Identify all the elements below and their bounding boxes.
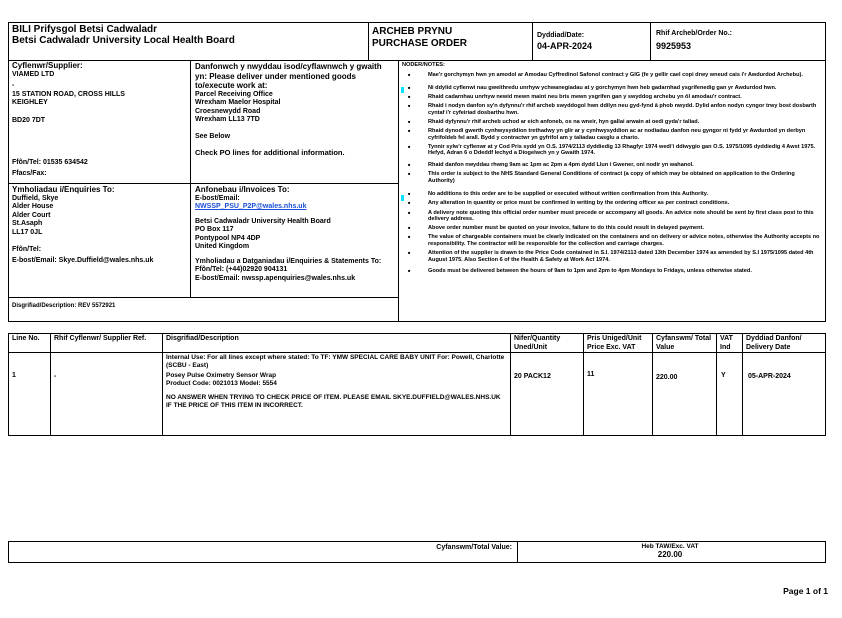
enquiries-line: LL17 0JL: [12, 228, 43, 236]
supplier-name: VIAMED LTD: [12, 70, 55, 78]
col-header-unit-price: Pris Uniged/Unit Price Exc. VAT: [587, 335, 642, 351]
cell-description: [166, 354, 506, 409]
page-number: Page 1 of 1: [783, 586, 828, 596]
note-item: ■ Any alteration in quantity or price must be confirmed in writing by the ordering officer as per contract conditions.: [402, 200, 822, 207]
desc-internal-use: Internal Use: For all lines except where stated: To TF: YMW SPECIAL CARE BABY UNIT For: Powell, Charlotte (SCBU - East): [166, 354, 505, 369]
cell-line: 1: [12, 372, 16, 379]
cell-unit-price: 11: [587, 371, 595, 378]
desc-note: NO ANSWER WHEN TRYING TO CHECK PRICE OF ITEM. PLEASE EMAIL SKYE.DUFFIELD@WALES.NHS.UK IF THE PRICE OF THIS ITEM IN INCORRECT.: [166, 394, 501, 409]
total-value-label: Cyfanswm/Total Value:: [436, 544, 512, 551]
enquiries-email: E-bost/Email: Skye.Duffield@wales.nhs.uk: [12, 256, 154, 264]
exvat-label: Heb TAW/Exc. VAT: [641, 543, 699, 550]
invoices-label: Anfonebau i/Invoices To:: [195, 185, 290, 194]
supplier-postcode: BD20 7DT: [12, 116, 46, 124]
col-header-supplier-ref: Rhif Cyflenwr/ Supplier Ref.: [54, 335, 147, 342]
invoices-block: [195, 186, 395, 283]
invoices-line: Betsi Cadwaladr University Health Board: [195, 217, 331, 225]
note-item: ■ The value of chargeable containers must be clearly indicated on the containers and on delivery or advice notes, otherwise the Authority accepts no responsibility. The contractor will be responsible for the collection and carriage charges.: [402, 234, 822, 247]
invoices-email-link[interactable]: NWSSP_PSU_P2P@wales.nhs.uk: [195, 203, 307, 210]
supplier-town: KEIGHLEY: [12, 99, 48, 106]
col-header-total: Cyfanswm/ Total Value: [656, 335, 712, 351]
supplier-fax: Ffacs/Fax:: [12, 169, 47, 177]
note-item: ■ Ni ddylid cyflenwi nau gweithredu unrhyw ychwanegiadau at y gorchymyn hwn heb gadarnhad ysgrifenedig gan yr Awdurdod hwn.: [402, 85, 822, 92]
col-header-quantity: Nifer/Quantity Uned/Unit: [514, 335, 561, 351]
invoices-line: Pontypool NP4 4DP: [195, 234, 261, 242]
delivery-line: Parcel Receiving Office: [195, 90, 273, 98]
enquiries-label: Ymholiadau i/Enquiries To:: [12, 185, 115, 194]
doc-title-welsh: ARCHEB PRYNU: [372, 26, 453, 37]
note-item: ■ Rhaid dyfynnu'r rhif archeb uchod ar eich anfoneb, os na wneir, hyn gallai arwain at oedi gyda'r taliad.: [402, 119, 822, 126]
notes-label: NODER/NOTES:: [402, 62, 445, 68]
col-header-delivery-date: Dyddiad Danfon/ Delivery Date: [746, 335, 802, 351]
col-header-description: Disgrifiad/Description: [166, 335, 239, 342]
col-header-vat: VAT Ind: [720, 335, 733, 351]
statements-email: E-bost/Email: nwssp.apenquiries@wales.nhs.uk: [195, 274, 356, 282]
note-item: ■ A delivery note quoting this official order number must precede or accompany all goods. An advice note should be sent by first class post to this delivery address.: [402, 210, 822, 223]
doc-title-english: PURCHASE ORDER: [372, 38, 468, 49]
note-item: ■ Mae'r gorchymyn hwn yn amodol ar Amodau Cyffredinol Safonol contract y GIG (fe y gellir cael copi drwy wneud cais i'r Awdurdod Archebu).: [402, 72, 822, 79]
delivery-line: Wrexham LL13 7TD: [195, 116, 260, 123]
supplier-line2: -: [12, 82, 15, 89]
enquiries-line: Duffield, Skye: [12, 194, 59, 202]
delivery-block: [195, 62, 395, 158]
enquiries-line: St.Asaph: [12, 220, 43, 227]
enquiries-block: [12, 186, 187, 265]
note-item: ■ Rhaid cadarnhau unrhyw newid mewn maint neu bris mewn ysgrifen gan y swyddog archebu yn ôl amodau'r contract.: [402, 94, 822, 101]
note-item: ■ No additions to this order are to be supplied or executed without written confirmation from this Authority.: [402, 191, 822, 198]
order-no-value: 9925953: [656, 41, 692, 51]
delivery-label: Danfonwch y nwyddau isod/cyflawnwch y gwaith yn: Please deliver under mentioned goods to/execute work at:: [195, 62, 382, 90]
supplier-address: 15 STATION ROAD, CROSS HILLS: [12, 90, 125, 98]
note-item: ■ Rhaid danfon nwyddau rhwng 9am ac 1pm ac 2pm a 4pm dydd Llun i Gwener, oni nodir yn wahanol.: [402, 162, 822, 169]
statements-label: Ymholiadau a Datganiadau i/Enquiries & Statements To:: [195, 257, 382, 265]
date-label: Dyddiad/Date:: [537, 32, 585, 39]
enquiries-line: Alder Court: [12, 211, 51, 219]
enquiries-tel: Ffôn/Tel:: [12, 246, 42, 253]
note-item: ■ Rhaid dynodi gwerth cynhwysyddion trethadwy yn glir ar y cynhwysyddion ac ar nodiadau danfon neu gyngor ni fydd yr Awdurdod yn derbyn cyfrifoldeb fel arall. Bydd y contractwr yn gyfrifol am y taliadau casglu a chario.: [402, 128, 822, 141]
invoices-line: PO Box 117: [195, 226, 234, 233]
statements-tel: Ffôn/Tel: (+44)02920 904131: [195, 266, 288, 273]
cell-delivery-date: 05-APR-2024: [748, 373, 791, 380]
invoices-email-label: E-bost/Email:: [195, 194, 240, 202]
notes-block: [402, 62, 822, 277]
exvat-value: 220.00: [657, 550, 683, 559]
delivery-line: Croesnewydd Road: [195, 107, 261, 115]
note-item: ■ This order is subject to the NHS Standard General Conditions of contract (a copy of which may be obtained on application to the Ordering Authority): [402, 171, 822, 184]
note-item: ■ Goods must be delivered between the hours of 9am to 1pm and 2pm to 4pm Mondays to Fridays, unless otherwise stated.: [402, 268, 822, 275]
description-field: Disgrifiad/Description: REV 5572921: [12, 303, 116, 309]
cell-vat: Y: [721, 372, 726, 379]
cell-total: 220.00: [656, 374, 678, 381]
date-value: 04-APR-2024: [537, 41, 593, 51]
supplier-block: [12, 62, 187, 178]
delivery-check-note: Check PO lines for additional information.: [195, 148, 345, 157]
invoices-line: United Kingdom: [195, 243, 250, 250]
note-item: ■ Attention of the supplier is drawn to the Price Code contained in S.I. 1974/2113 dated 13th December 1974 as amended by S.I 1975/1095 dated 4th August 1975. Also Section 6 of the Health & Safety at Work Act 1974.: [402, 250, 822, 263]
note-item: ■ Above order number must be quoted on your invoice, failure to do this could result in delayed payment.: [402, 225, 822, 232]
note-item: ■ Rhaid i nodyn danfon sy'n dyfynnu'r rhif archeb swyddogol hwn ddilyn neu gyd-fynd â phob nwydd. Dylid anfon nodyn cyngor trwy bost dosbarth cyntaf i'r cyfeiriad dosbarthu hwn.: [402, 103, 822, 116]
supplier-tel: Ffôn/Tel: 01535 634542: [12, 159, 88, 166]
cell-quantity: 20 PACK12: [514, 373, 551, 380]
col-header-line: Line No.: [12, 335, 40, 342]
org-name-welsh: BILI Prifysgol Betsi Cadwaladr: [12, 24, 158, 35]
notes-list: [402, 72, 822, 275]
order-no-label: Rhif Archeb/Order No.:: [656, 30, 732, 37]
desc-product-code: Product Code: 0021013 Model: 5554: [166, 379, 277, 387]
delivery-line: Wrexham Maelor Hospital: [195, 99, 281, 106]
delivery-see-below: See Below: [195, 132, 231, 140]
supplier-label: Cyflenwr/Supplier:: [12, 61, 83, 70]
org-name-english: Betsi Cadwaladr University Local Health Board: [12, 35, 235, 46]
enquiries-line: Alder House: [12, 203, 54, 210]
desc-product-name: Posey Pulse Oximetry Sensor Wrap: [166, 372, 277, 379]
note-item: ■ Tynnir sylw'r cyflenwr at y Cod Pris sydd yn O.S. 1974/2113 dyddiedig 13 Rhagfyr 1974 wedi'i ddiwygio gan O.S. 1975/1095 dyddiedig 4 Awst 1975. Hefyd, Adran 6 o Ddeddf Iechyd a Diogelwch yn y Gwaith 1974.: [402, 144, 822, 157]
cell-supplier-ref: -: [54, 373, 57, 380]
